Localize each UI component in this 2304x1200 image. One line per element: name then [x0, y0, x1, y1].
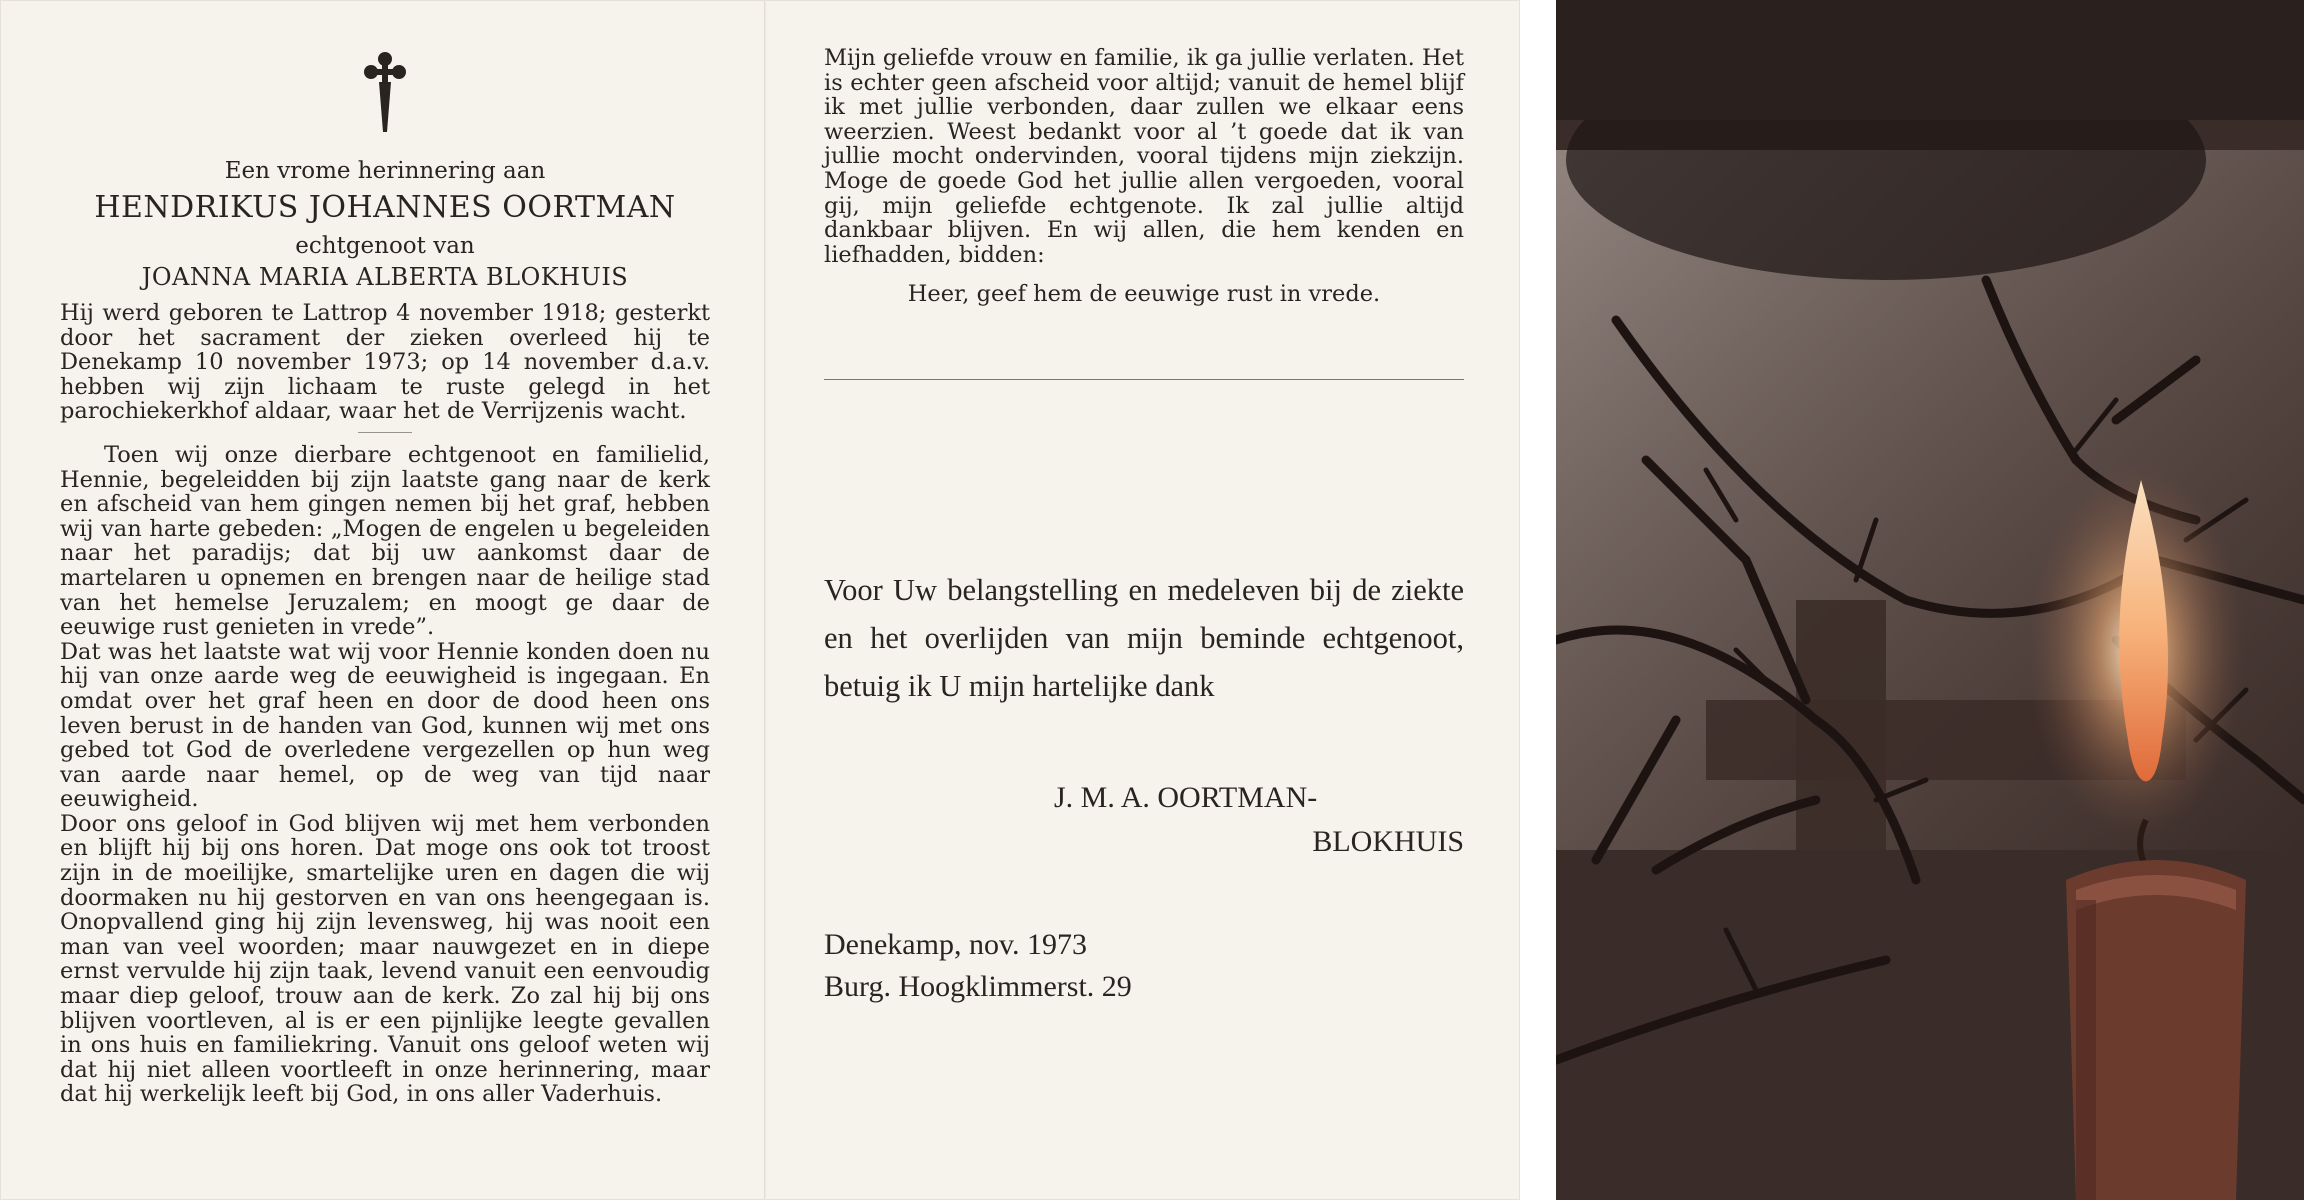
card-fold	[764, 0, 766, 1200]
intro-text: Een vrome herinnering aan	[224, 158, 546, 184]
left-panel	[60, 50, 710, 1107]
spouse-name: JOANNA MARIA ALBERTA BLOKHUIS	[141, 263, 629, 291]
street-address: Burg. Hoogklimmerst. 29	[824, 970, 1132, 1004]
farewell-paragraph: Mijn geliefde vrouw en familie, ik ga jullie verlaten. Het is echter geen afscheid voor altijd; vanuit de hemel blijf ik met jullie verbonden, daar zullen we elkaar eens weerzien. Weest bedankt voor al ’t goede dat ik van jullie mocht ondervinden, vooral tijdens mijn ziekzijn. Moge de goede God het jullie allen vergoeden, vooral gij, mijn geliefde echtgenote. Ik zal jullie altijd dankbaar blijven. En wij allen, die hem kenden en liefhadden, bidden:	[824, 45, 1464, 268]
text-paragraph-2: Dat was het laatste wat wij voor Hennie konden doen nu hij van onze aarde weg de eeuwigheid is ingegaan. En omdat over het graf heen en door de dood heen ons leven berust in de handen van God, kunnen wij met ons gebed tot God de overledene vergezellen op hun weg van aarde naar hemel, op de weg van tijd naar eeuwigheid.	[60, 638, 710, 813]
deceased-name: HENDRIKUS JOHANNES OORTMAN	[94, 190, 676, 225]
text-paragraph-1: Toen wij onze dierbare echtgenoot en familielid, Hennie, begeleidden bij zijn laatste gang naar de kerk en afscheid van hem gingen nemen bij het graf, hebben wij van harte gebeden: „Mogen de engelen u begeleiden naar het paradijs; dat bij uw aankomst daar de martelaren u opnemen en brengen naar de heilige stad van het hemelse Jeruzalem; en moogt ge daar de eeuwige rust genieten in vrede”.	[60, 441, 710, 641]
divider-line	[824, 379, 1464, 380]
candle-photo	[1556, 0, 2304, 1200]
separator	[358, 432, 412, 433]
relation-text: echtgenoot van	[295, 233, 475, 259]
bio-paragraph: Hij werd geboren te Lattrop 4 november 1918; gesterkt door het sacrament der zieken overleed hij te Denekamp 10 november 1973; op 14 november d.a.v. hebben wij zijn lichaam te ruste gelegd in het parochiekerkhof aldaar, waar het de Verrijzenis wacht.	[60, 300, 710, 425]
signature-line-1: J. M. A. OORTMAN-	[1054, 781, 1318, 815]
middle-panel	[824, 46, 1464, 1008]
place-date: Denekamp, nov. 1973	[824, 928, 1087, 962]
address-block	[824, 924, 1464, 1008]
text-paragraph-3: Door ons geloof in God blijven wij met hem verbonden en blijft hij bij ons horen. Dat moge ons ook tot troost zijn in de moeilijke, smartelijke uren en dagen die wij doormaken nu hij gestorven en van ons heengegaan is. Onopvallend ging hij zijn levensweg, hij was nooit een man van veel woorden; maar nauwgezet en in diepe ernst vervulde hij zijn taak, levend vanuit een eenvoudig maar diep geloof, trouw aan de kerk. Zo zal hij bij ons blijven voortleven, al is er een pijnlijke leegte gevallen in ons huis en familiekring. Vanuit ons geloof weten wij dat hij niet alleen voortleeft in onze herinnering, maar dat hij werkelijk leeft bij God, in ons aller Vaderhuis.	[60, 810, 710, 1108]
thanks-paragraph: Voor Uw belangstelling en medeleven bij de ziekte en het overlijden van mijn beminde echtgenoot, betuig ik U mijn hartelijke dank	[824, 573, 1464, 704]
signature	[824, 776, 1464, 864]
prayer-line: Heer, geef hem de eeuwige rust in vrede.	[907, 281, 1381, 308]
candle-cross-thorns-image	[1556, 0, 2304, 1200]
signature-line-2: BLOKHUIS	[1312, 825, 1464, 859]
cross-icon	[60, 50, 710, 140]
